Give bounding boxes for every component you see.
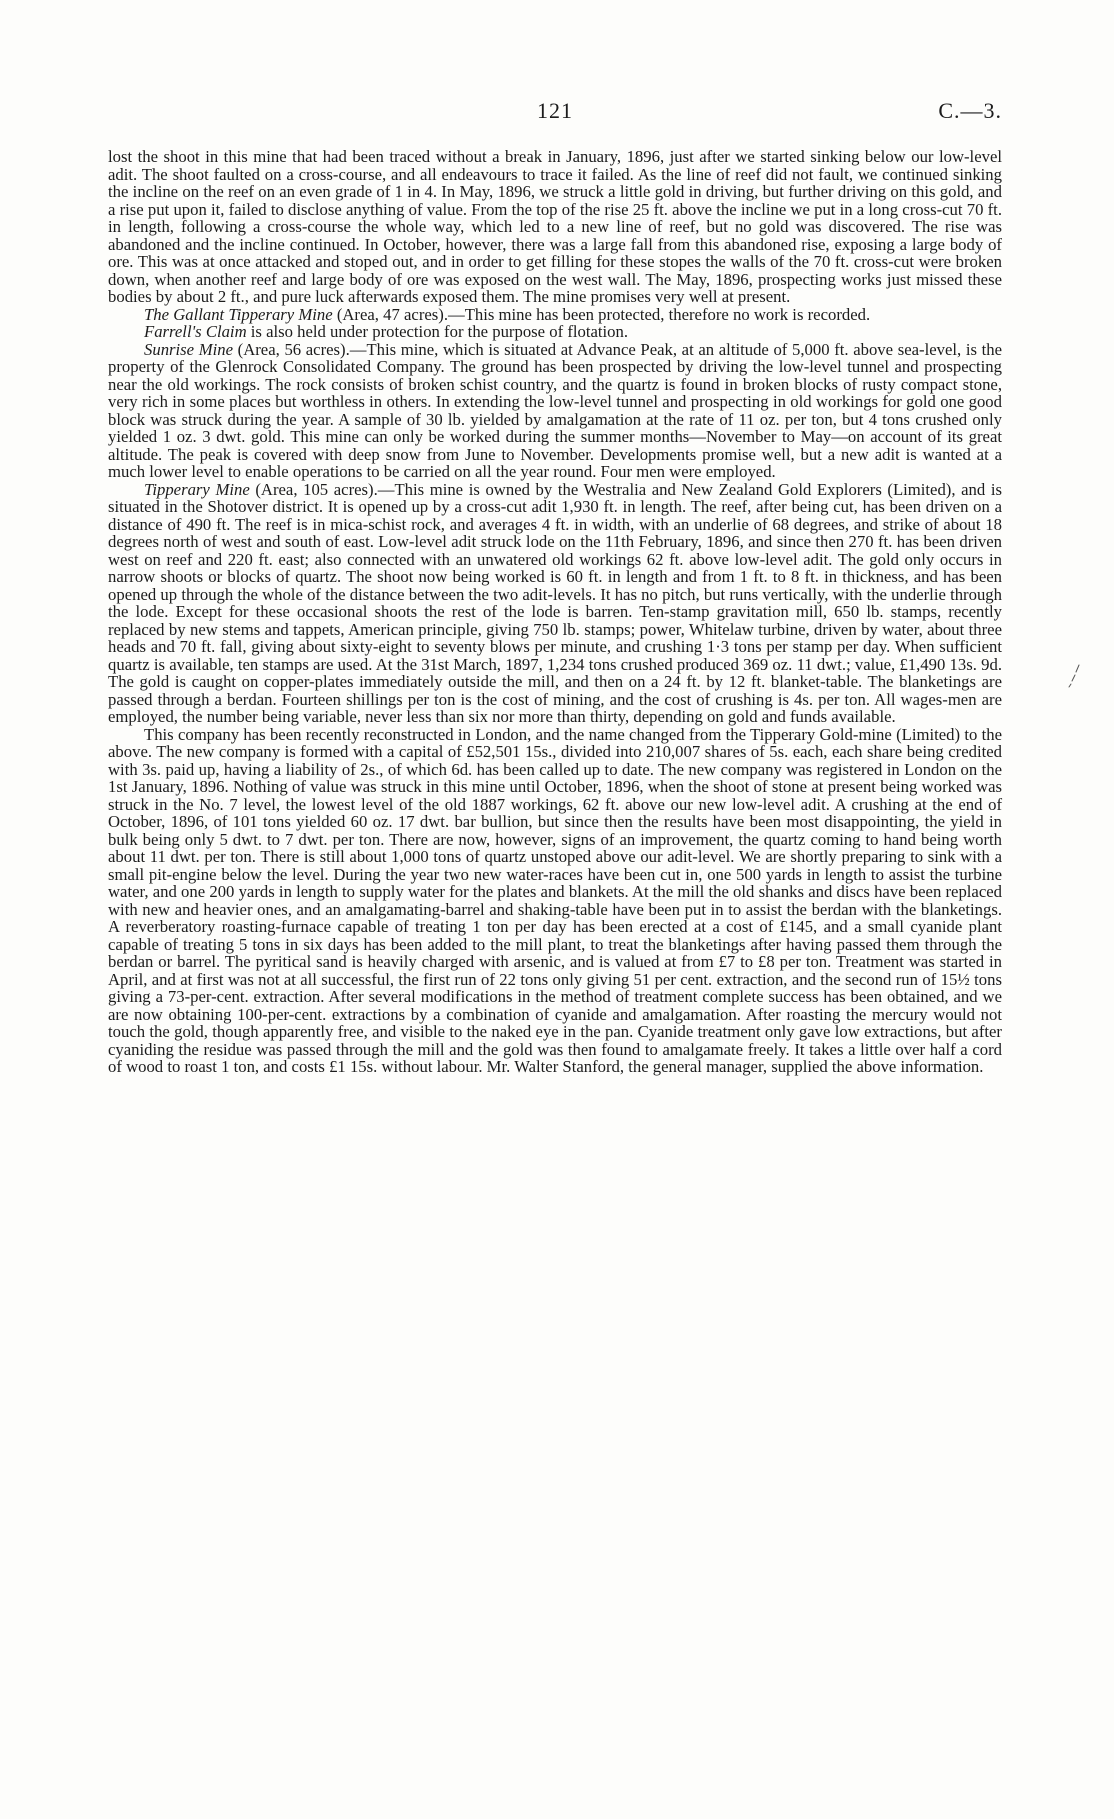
mine-title: The Gallant Tipperary Mine <box>144 304 333 324</box>
paragraph-text: (Area, 47 acres).—This mine has been protected, therefore no work is recorded. <box>332 304 871 324</box>
mine-title: Sunrise Mine <box>144 339 233 359</box>
paragraph-text: (Area, 56 acres).—This mine, which is situated at Advance Peak, at an altitude of 5,000 ft. above sea-level, is the property of the Glenrock Consolidated Company. The ground has been prospected by driving the low-level tunnel and prospecting near the old workings. The rock consists of broken schist country, and the quartz is found in broken blocks of rusty compact stone, very rich in some places but worthless in others. In extending the low-level tunnel and prospecting in old workings for gold one good block was struck during the year. A sample of 30 lb. yielded by amalgamation at the rate of 11 oz. per ton, but 4 tons crushed only yielded 1 oz. 3 dwt. gold. This mine can only be worked during the summer months—November to May—on account of its great altitude. The peak is covered with deep snow from June to November. Developments promise well, but a new adit is wanted at a much lower level to enable operations to be carried on all the year round. Four men were employed. <box>108 339 1002 481</box>
margin-mark-icon <box>1068 663 1082 689</box>
paragraph-text: is also held under protection for the purpose of flotation. <box>246 322 629 341</box>
page-header <box>108 98 1002 128</box>
page-number: 121 <box>537 98 573 123</box>
report-code: C.—3. <box>938 98 1002 123</box>
paragraph-sunrise-mine <box>108 341 1002 481</box>
paragraph-farrells-claim <box>108 323 1002 341</box>
paragraph-gallant-tipperary <box>108 306 1002 324</box>
paragraph-text: This company has been recently reconstructed in London, and the name changed from the Tipperary Gold-mine (Limited) to the above. The new company is formed with a capital of £52,501 15s., divided into 210,007 shares of 5s. each, each share being credited with 3s. paid up, having a liability of 2s., of which 6d. has been called up to date. The new company was registered in London on the 1st January, 1896. Nothing of value was struck in this mine until October, 1896, when the shoot of stone at present being worked was struck in the No. 7 level, the lowest level of the old 1887 workings, 62 ft. above our new low-level adit. A crushing at the end of October, 1896, of 101 tons yielded 60 oz. 17 dwt. bar bullion, but since then the results have been most disappointing, the yield in bulk being only 5 dwt. to 7 dwt. per ton. There are now, however, signs of an improvement, the quartz coming to hand being worth about 11 dwt. per ton. There is still about 1,000 tons of quartz unstoped above our adit-level. We are shortly preparing to sink with a small pit-engine below the level. During the year two new water-races have been cut in, one 500 yards in length to assist the turbine water, and one 200 yards in length to supply water for the plates and blankets. At the mill the old shanks and discs have been replaced with new and heavier ones, and an amalgamating-barrel and shaking-table have been put in to assist the berdan with the blanketings. A reverberatory roasting-furnace capable of treating 1 ton per day has been erected at a cost of £145, and a small cyanide plant capable of treating 5 tons in six days has been added to the mill plant, to treat the blanketings after having passed them through the berdan or barrel. The pyritical sand is heavily charged with arsenic, and is valued at from £7 to £8 per ton. Treatment was started in April, and at first was not at all successful, the first run of 22 tons only giving 51 per cent. extraction, and the second run of 15½ tons giving a 73-per-cent. extraction. After several modifications in the method of treatment complete success has been obtained, and we are now obtaining 100-per-cent. extractions by a combination of cyanide and amalgamation. After roasting the mercury would not touch the gold, though apparently free, and visible to the naked eye in the pan. Cyanide treatment only gave low extractions, but after cyaniding the residue was passed through the mill and the gold was then found to amalgamate freely. It takes a little over half a cord of wood to roast 1 ton, and costs £1 15s. without labour. Mr. Walter Stanford, the general manager, supplied the above information. <box>108 724 1002 1076</box>
paragraph-text: (Area, 105 acres).—This mine is owned by the Westralia and New Zealand Gold Explorers (Limited), and is situated in the Shotover district. It is opened up by a cross-cut adit 1,930 ft. in length. The reef, after being cut, has been driven on a distance of 490 ft. The reef is in mica-schist rock, and averages 4 ft. in width, with an underlie of 68 degrees, and strike of about 18 degrees north of west and south of east. Low-level adit struck lode on the 11th February, 1896, and since then 270 ft. has been driven west on reef and 220 ft. east; also connected with an unwatered old workings 62 ft. above low-level adit. The gold only occurs in narrow shoots or blocks of quartz. The shoot now being worked is 60 ft. in length and from 1 ft. to 8 ft. in thickness, and has been opened up through the whole of the distance between the two adit-levels. It has no pitch, but runs vertically, with the underlie through the lode. Except for these occasional shoots the rest of the lode is barren. Ten-stamp gravitation mill, 650 lb. stamps, recently replaced by new stems and tappets, American principle, giving 750 lb. stamps; power, Whitelaw turbine, driven by water, about three heads and 70 ft. fall, giving about sixty-eight to seventy blows per minute, and crushing 1·3 tons per stamp per day. When sufficient quartz is available, ten stamps are used. At the 31st March, 1897, 1,234 tons crushed produced 369 oz. 11 dwt.; value, £1,490 13s. 9d. The gold is caught on copper-plates immediately outside the mill, and then on a 24 ft. by 12 ft. blanket-table. The blanketings are passed through a berdan. Fourteen shillings per ton is the cost of mining, and the cost of crushing is 4s. per ton. All wages-men are employed, the number being variable, never less than six nor more than thirty, depending on gold and funds available. <box>108 479 1002 726</box>
mine-title: Farrell's Claim <box>144 322 247 341</box>
paragraph-tipperary-mine <box>108 481 1002 726</box>
body-text <box>108 148 1002 1076</box>
paragraph-text: lost the shoot in this mine that had been traced without a break in January, 1896, just after we started sinking below our low-level adit. The shoot faulted on a cross-course, and all endeavours to trace it failed. As the line of reef did not fault, we continued sinking the incline on the reef on an even grade of 1 in 4. In May, 1896, we struck a little gold in driving, but further driving on this gold, and a rise put upon it, failed to disclose anything of value. From the top of the rise 25 ft. above the incline we put in a long cross-cut 70 ft. in length, following a cross-course the whole way, which led to a new line of reef, but no gold was discovered. The rise was abandoned and the incline continued. In October, however, there was a large fall from this abandoned rise, exposing a large body of ore. This was at once attacked and stoped out, and in order to get filling for these stopes the walls of the 70 ft. cross-cut were broken down, when another reef and large body of ore was exposed on the west wall. The May, 1896, prospecting works just missed these bodies by about 2 ft., and pure luck afterwards exposed them. The mine promises very well at present. <box>108 147 1002 306</box>
mine-title: Tipperary Mine <box>144 479 250 499</box>
paragraph-continued-shoot <box>108 148 1002 306</box>
paragraph-company-reconstruction <box>108 726 1002 1076</box>
